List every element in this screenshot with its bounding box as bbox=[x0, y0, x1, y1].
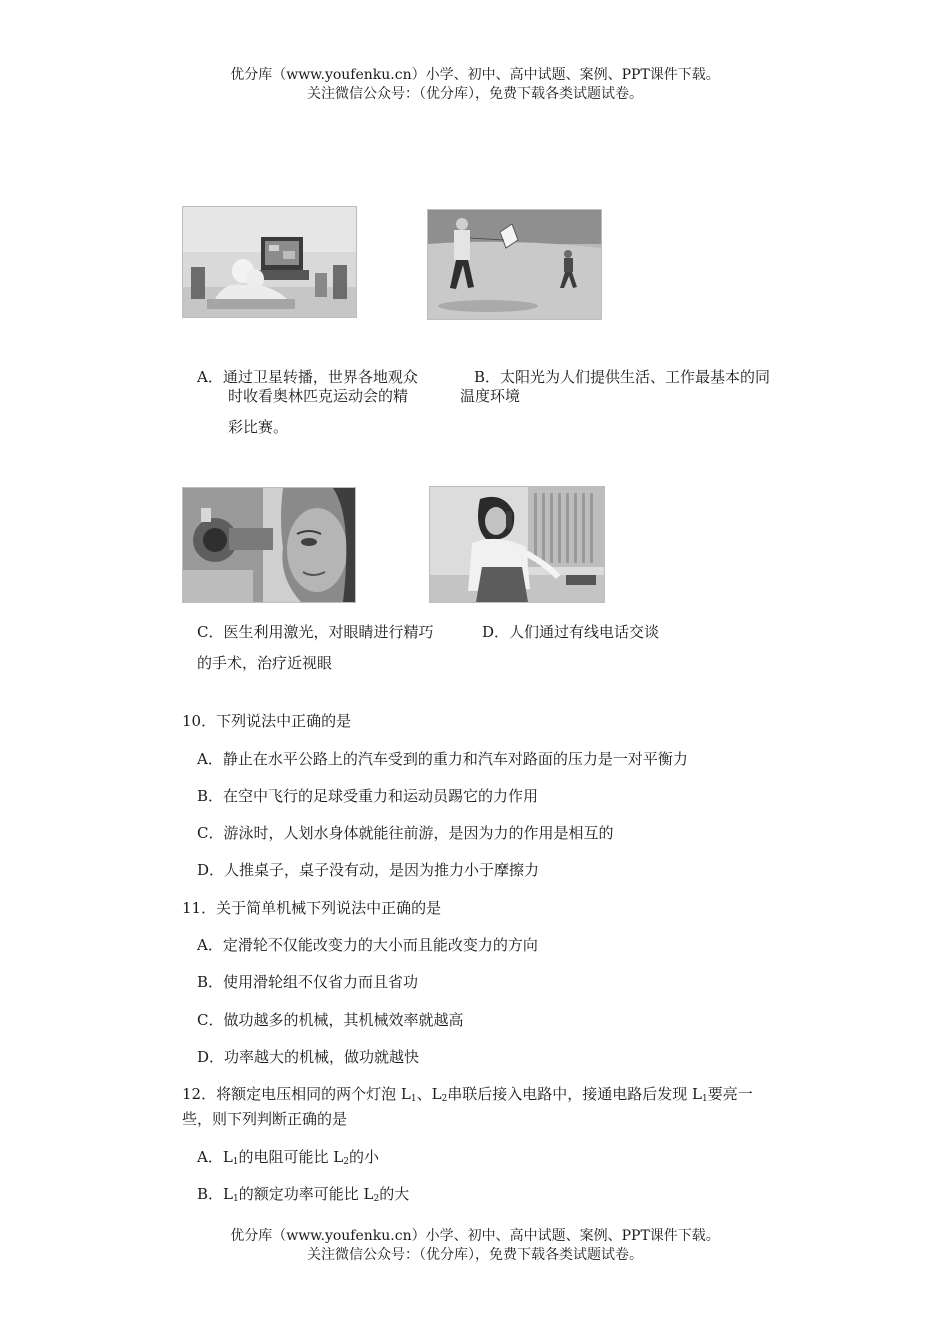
page-footer-line2: 关注微信公众号：（优分库），免费下载各类试题试卷。 bbox=[307, 1247, 643, 1263]
q12-a-sub-2: 2 bbox=[343, 1157, 349, 1167]
q12-b-text-3: 的大 bbox=[379, 1185, 410, 1203]
page-footer-line1: 优分库（www.youfenku.cn）小学、初中、高中试题、案例、PPT课件下载。 bbox=[230, 1228, 720, 1244]
tv-broadcast-image bbox=[182, 206, 357, 318]
q11-option-c: C．做功越多的机械，其机械效率就越高 bbox=[197, 1011, 464, 1029]
q9-option-a-line2: 时收看奥林匹克运动会的精 bbox=[228, 387, 409, 405]
q9-option-a-line1: A．通过卫星转播，世界各地观众 bbox=[197, 368, 418, 386]
q12-option-a bbox=[197, 1147, 379, 1167]
page-header-line1: 优分库（www.youfenku.cn）小学、初中、高中试题、案例、PPT课件下载。 bbox=[230, 67, 720, 83]
laser-eye-surgery-image bbox=[182, 487, 356, 603]
q12-a-text-2: 的电阻可能比 L bbox=[238, 1148, 344, 1166]
q10-stem: 10．下列说法中正确的是 bbox=[182, 712, 352, 730]
q11-option-b: B．使用滑轮组不仅省力而且省功 bbox=[197, 973, 419, 991]
q9-option-a-line3: 彩比赛。 bbox=[228, 418, 289, 436]
q12-a-text-3: 的小 bbox=[349, 1148, 380, 1166]
q12-b-text-1: B．L bbox=[197, 1185, 233, 1203]
page-header-line2: 关注微信公众号：（优分库），免费下载各类试题试卷。 bbox=[307, 86, 643, 102]
q10-option-d: D．人推桌子，桌子没有动，是因为推力小于摩擦力 bbox=[197, 861, 540, 879]
q9-option-d-line1: D．人们通过有线电话交谈 bbox=[482, 623, 660, 641]
q12-stem-line1 bbox=[182, 1084, 753, 1104]
q12-sub-1: 1 bbox=[410, 1094, 417, 1104]
q9-option-c-line2: 的手术，治疗近视眼 bbox=[197, 654, 333, 672]
q9-option-b-line2: 温度环境 bbox=[460, 387, 521, 405]
q12-a-text-1: A．L bbox=[197, 1148, 233, 1166]
wired-telephone-image bbox=[429, 486, 605, 603]
q12-b-text-2: 的额定功率可能比 L bbox=[238, 1185, 374, 1203]
q12-stem-line2: 些，则下列判断正确的是 bbox=[182, 1110, 348, 1128]
q9-option-c-line1: C．医生利用激光，对眼睛进行精巧 bbox=[197, 623, 434, 641]
q12-sub-3: 1 bbox=[702, 1094, 708, 1104]
q12-b-sub-1: 1 bbox=[232, 1194, 239, 1204]
q12-stem-text-1: 12．将额定电压相同的两个灯泡 L bbox=[182, 1085, 411, 1103]
q12-option-b bbox=[197, 1184, 409, 1204]
q10-option-a: A．静止在水平公路上的汽车受到的重力和汽车对路面的压力是一对平衡力 bbox=[197, 750, 688, 768]
q12-stem-text-4: 要亮一 bbox=[707, 1085, 753, 1103]
sunlight-kite-image bbox=[427, 209, 602, 320]
q12-stem-text-2: 、L bbox=[416, 1085, 442, 1103]
q10-option-b: B．在空中飞行的足球受重力和运动员踢它的力作用 bbox=[197, 787, 539, 805]
q11-option-a: A．定滑轮不仅能改变力的大小而且能改变力的方向 bbox=[197, 936, 538, 954]
q12-b-sub-2: 2 bbox=[373, 1194, 380, 1204]
q10-option-c: C．游泳时，人划水身体就能往前游，是因为力的作用是相互的 bbox=[197, 824, 614, 842]
q9-option-b-line1: B．太阳光为人们提供生活、工作最基本的同 bbox=[474, 368, 771, 386]
q12-a-sub-1: 1 bbox=[232, 1157, 239, 1167]
q11-option-d: D．功率越大的机械，做功就越快 bbox=[197, 1048, 420, 1066]
q12-sub-2: 2 bbox=[441, 1094, 448, 1104]
q12-stem-text-3: 串联后接入电路中，接通电路后发现 L bbox=[447, 1085, 702, 1103]
q11-stem: 11．关于简单机械下列说法中正确的是 bbox=[182, 899, 442, 917]
